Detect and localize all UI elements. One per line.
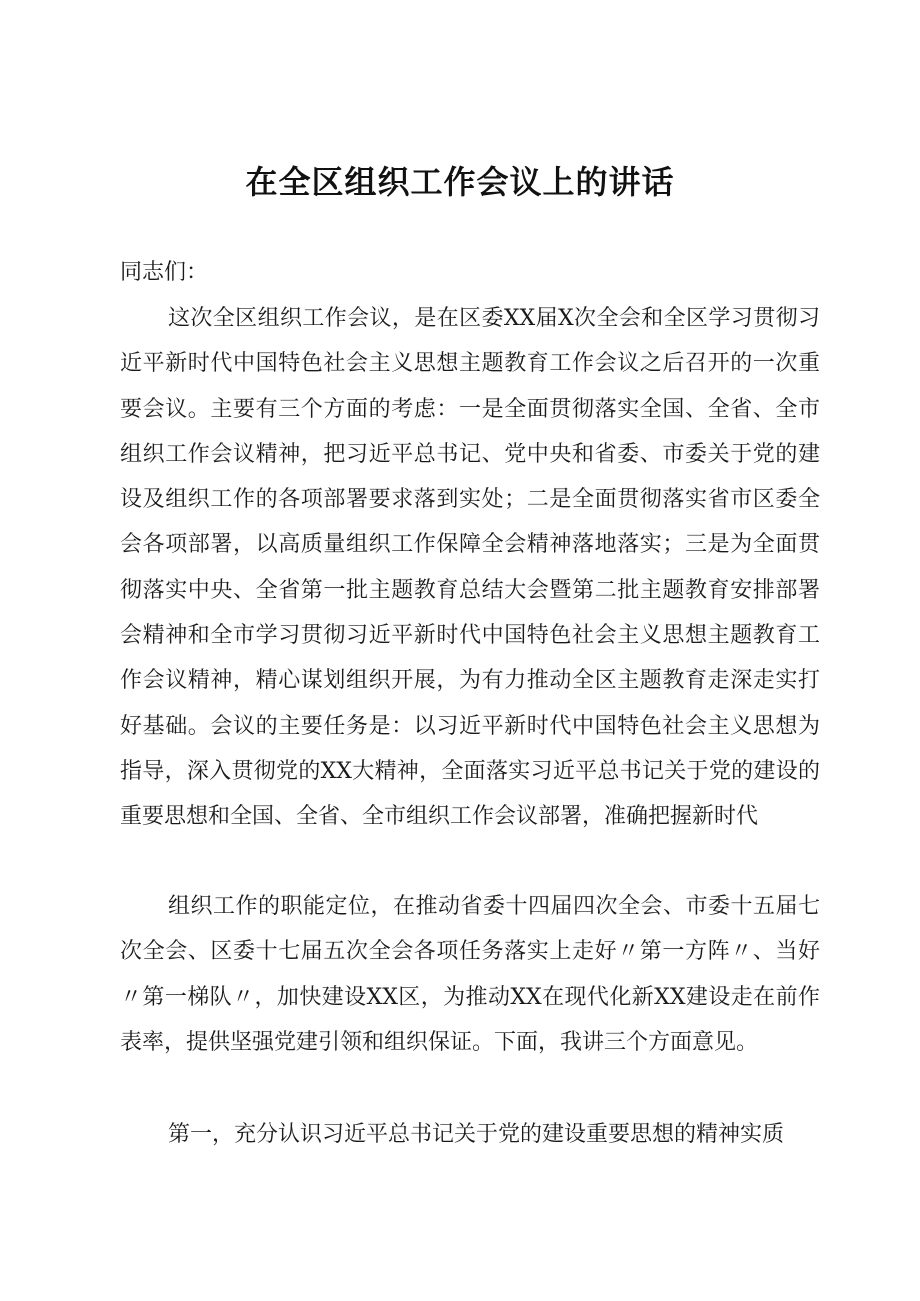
paragraph-3: 第一，充分认识习近平总书记关于党的建设重要思想的精神实质 [168, 1122, 785, 1147]
paragraph-1: 这次全区组织工作会议，是在区委XX届X次全会和全区学习贯彻习近平新时代中国特色社会主义思想主题教育工作会议之后召开的一次重要会议。主要有三个方面的考虑：一是全面贯彻落实全国、全省、全市组织工作会议精神，把习近平总书记、党中央和省委、市委关于党的建设及组织工作的各项部署要求落到实处；二是全面贯彻落实省市区委全会各项部署，以高质量组织工作保障全会精神落地落实；三是为全面贯彻落实中央、全省第一批主题教育总结大会暨第二批主题教育安排部署会精神和全市学习贯彻习近平新时代中国特色社会主义思想主题教育工作会议精神，精心谋划组织开展，为有力推动全区主题教育走深走实打好基础。会议的主要任务是：以习近平新时代中国特色社会主义思想为指导，深入贯彻党的XX大精神，全面落实习近平总书记关于党的建设的重要思想和全国、全省、全市组织工作会议部署，准确把握新时代 [120, 306, 820, 830]
document-title: 在全区组织工作会议上的讲话 [245, 163, 675, 201]
paragraph-2: 组织工作的职能定位，在推动省委十四届四次全会、市委十五届七次全会、区委十七届五次全会各项任务落实上走好〃第一方阵〃、当好〃第一梯队〃，加快建设XX区，为推动XX在现代化新XX建设走在前作表率，提供坚强党建引领和组织保证。下面，我讲三个方面意见。 [120, 894, 820, 1055]
salutation: 同志们： [120, 260, 209, 285]
